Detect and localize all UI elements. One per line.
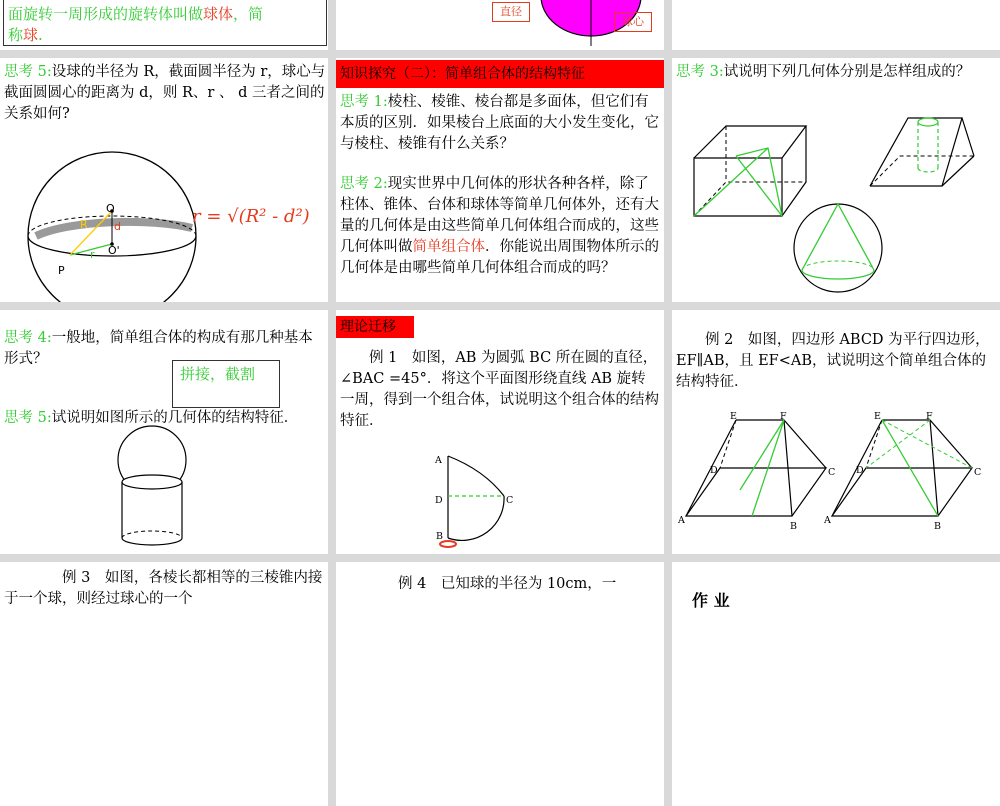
example2-text: 例 2 如图，四边形 ABCD 为平行四边形， EF∥AB，且 EF<AB，试说明这个简单组合体的结构特征． bbox=[676, 332, 990, 390]
point-o-prime: O' bbox=[108, 244, 120, 257]
sphere-cylinder-diagram bbox=[0, 310, 328, 554]
slide-10 bbox=[0, 562, 328, 806]
think5-text: 思考 5:设球的半径为 R，截面圆半径为 r，球心与截面圆圆心的距离为 d，则 R、r 、 d 三者之间的关系如何? bbox=[4, 64, 326, 122]
label-r-small: r bbox=[90, 248, 95, 261]
left-a: A bbox=[678, 515, 685, 526]
radius-formula: r = √(R² - d²) bbox=[192, 206, 310, 227]
homework-title: 作 业 bbox=[692, 591, 730, 610]
example4-text: 例 4 已知球的半径为 10cm，一 bbox=[398, 576, 617, 592]
think1-text: 思考 1:棱柱、棱锥、棱台都是多面体，但它们有本质的区别．如果棱台上底面的大小发生变化，它与棱柱、棱锥有什么关系？ bbox=[340, 94, 659, 152]
point-p: P bbox=[58, 264, 65, 277]
sphere-definition-line1: 面旋转一周形成的旋转体叫做球体，简 bbox=[8, 5, 264, 23]
left-d: D bbox=[710, 465, 718, 476]
sphere-definition-line2: 称球. bbox=[8, 26, 43, 44]
left-c: C bbox=[828, 467, 836, 478]
slide-8 bbox=[336, 310, 664, 554]
diameter-tag: 直径 bbox=[492, 2, 530, 22]
slide-1 bbox=[0, 0, 328, 50]
slide-6 bbox=[672, 58, 1000, 302]
right-c: C bbox=[974, 467, 982, 478]
arc-diagram bbox=[336, 310, 664, 554]
slide-12 bbox=[672, 562, 1000, 806]
think5b-text: 思考 5:试说明如图所示的几何体的结构特征． bbox=[4, 410, 299, 426]
slide-2 bbox=[336, 0, 664, 50]
slide-5 bbox=[336, 58, 664, 302]
left-e: E bbox=[730, 411, 737, 422]
answer-text: 拼接，截割 bbox=[180, 365, 256, 383]
parallelogram-solids-diagram bbox=[672, 310, 1000, 554]
section-banner-text: 知识探究（二）：简单组合体的结构特征 bbox=[340, 66, 585, 82]
right-d: D bbox=[856, 465, 864, 476]
point-d: D bbox=[435, 495, 443, 506]
point-a: A bbox=[435, 455, 442, 466]
point-c: C bbox=[506, 495, 514, 506]
left-b: B bbox=[790, 521, 797, 532]
right-a: A bbox=[824, 515, 831, 526]
composite-solids-diagram bbox=[672, 58, 1000, 302]
example3-text: 例 3 如图，各棱长都相等的三棱锥内接于一个球，则经过球心的一个 bbox=[4, 570, 323, 607]
point-o: O bbox=[106, 202, 115, 215]
right-e: E bbox=[874, 411, 881, 422]
left-f: F bbox=[780, 411, 787, 422]
label-d: d bbox=[114, 220, 121, 233]
right-b: B bbox=[934, 521, 941, 532]
slide-11 bbox=[336, 562, 664, 806]
think2-text: 思考 2:现实世界中几何体的形状各种各样，除了柱体、锥体、台体和球体等简单几何体外，还有大量的几何体是由这些简单几何体组合而成的，这些几何体叫做简单组合体．你能说出周围物体所示的几何体是由哪些简单几何体组合而成的吗？ bbox=[340, 176, 659, 276]
right-f: F bbox=[926, 411, 933, 422]
think4-text: 思考 4:一般地，简单组合体的构成有那几种基本形式？ bbox=[4, 330, 313, 367]
theory-banner-text: 理论迁移 bbox=[340, 319, 396, 335]
slide-3 bbox=[672, 0, 1000, 50]
slide-4 bbox=[0, 58, 328, 302]
point-b: B bbox=[436, 531, 443, 542]
slide-9 bbox=[672, 310, 1000, 554]
sphere-section-diagram bbox=[0, 58, 328, 302]
label-r-big: R bbox=[80, 218, 88, 231]
think3-text: 思考 3:试说明下列几何体分别是怎样组成的？ bbox=[676, 64, 971, 80]
slide-7 bbox=[0, 310, 328, 554]
center-tag: 球心 bbox=[614, 12, 652, 32]
example1-text: 例 1 如图，AB 为圆弧 BC 所在圆的直径，∠BAC =45°．将这个平面图形绕直线 AB 旋转一周，得到一个组合体，试说明这个组合体的结构特征． bbox=[340, 350, 659, 429]
